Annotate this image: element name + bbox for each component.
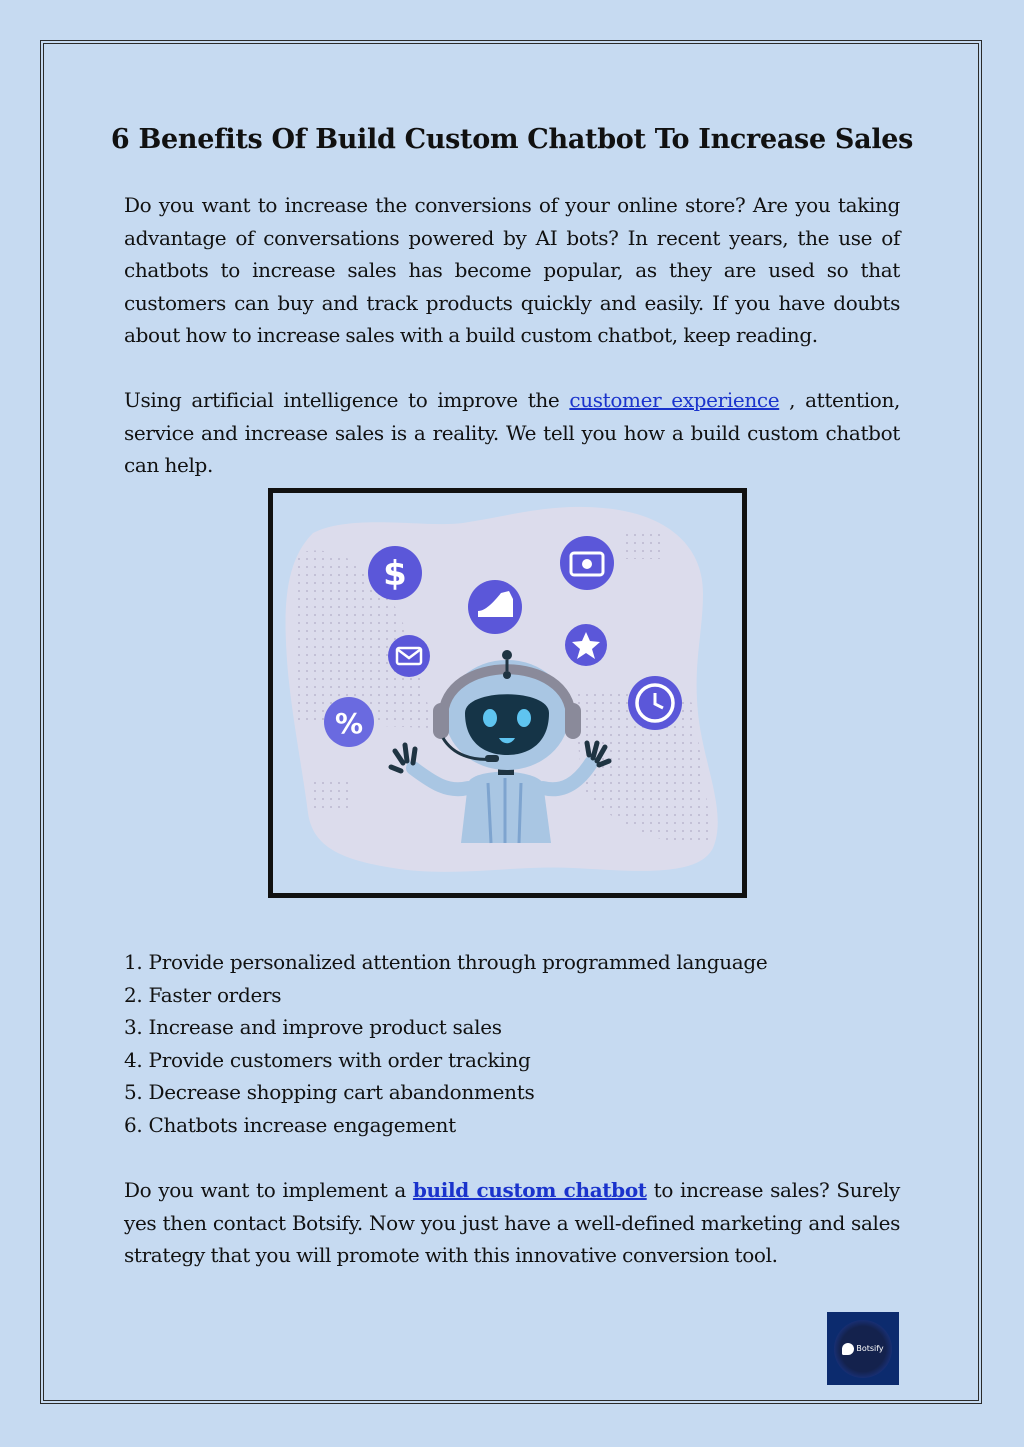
mail-icon [388,635,430,677]
list-item: 2. Faster orders [124,982,282,1007]
clock-icon [628,676,682,730]
benefits-list [124,946,767,1141]
page-title: 6 Benefits Of Build Custom Chatbot To Increase Sales [110,124,914,155]
list-item: 4. Provide customers with order tracking [124,1047,531,1072]
chatbot-illustration-art [273,493,742,893]
svg-text:$: $ [383,554,407,594]
star-icon [565,624,607,666]
logo-circle [834,1320,892,1378]
percent-icon [324,697,374,747]
dollar-icon [368,546,422,600]
botsify-logo [827,1312,899,1385]
list-item: 5. Decrease shopping cart abandonments [124,1080,535,1104]
build-custom-chatbot-link[interactable]: build custom chatbot [412,1178,647,1202]
list-item: 6. Chatbots increase engagement [124,1112,456,1137]
list-item: 3. Increase and improve product sales [124,1015,502,1039]
intro-paragraph: Do you want to increase the conversions of your online store? Are you taking advantage of conversations powered by AI bots? In recent years, the use of chatbots to increase sales has become popular, as they are used so that customers can buy and track products quickly and easily. If you have doubts about how to increase sales with a build custom chatbot, keep reading. [124,193,900,347]
camera-icon [560,536,614,590]
list-item: 1. Provide personalized attention through programmed language [124,950,768,974]
ai-paragraph-text-start: Using artificial intelligence to improve the [124,388,570,412]
closing-paragraph [124,1174,900,1272]
customer-experience-link[interactable]: customer experience [569,388,780,412]
chat-bubble-icon [842,1343,854,1355]
logo-text: Botsify [856,1344,884,1353]
closing-text-end: to increase sales? Surely yes then contact Botsify. Now you just have a well-defined marketing and sales strategy that you will promote with this innovative conversion tool. [124,1178,900,1267]
chatbot-illustration [268,488,747,898]
closing-text-start: Do you want to implement a [124,1178,413,1202]
ai-paragraph-text-end: , attention, service and increase sales is a reality. We tell you how a build custom chatbot can help. [124,388,900,477]
shoe-icon [468,580,522,634]
ai-paragraph [124,384,900,482]
svg-text:%: % [334,707,364,740]
